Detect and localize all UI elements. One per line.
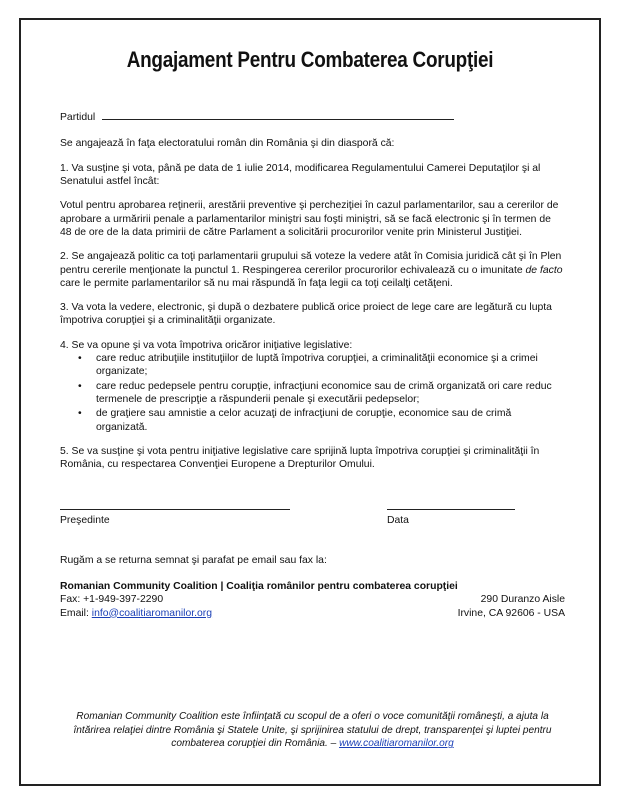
list-item: • care reduc atribuţiile instituţiilor de luptă împotriva corupţiei, a criminalităţii economice şi a crimei organizate;	[78, 352, 565, 379]
intro-text: Se angajează în faţa electoratului român din România şi din diasporă că:	[60, 138, 395, 150]
email-link[interactable]: info@coalitiaromanilor.org	[91, 607, 213, 619]
point-4-list	[78, 352, 565, 434]
date-label: Data	[387, 514, 409, 526]
contact-row-2	[60, 607, 565, 620]
point-1: 1. Va susţine şi vota, până pe data de 1 iulie 2014, modificarea Regulamentului Camerei Deputaţilor şi al Senatului astfel încât:	[60, 162, 541, 187]
point-1-detail: Votul pentru aprobarea reţinerii, arestării preventive şi percheziţiei în cazul parlamentarilor, sau a cererilor de aprobare a urmăririi penale a parlamentarilor miniştri sau foşti miniştri, să se facă electronic şi în termen de 48 de ore de la data primirii de către Parlament a solicitării procurorilor venite prin Ministerul Justiţiei.	[60, 200, 559, 238]
president-signature-line	[60, 502, 290, 510]
return-note: Rugăm a se returna semnat şi parafat pe email sau fax la:	[60, 554, 327, 566]
address-street: 290 Duranzo Aisle	[480, 594, 565, 606]
party-blank-line	[102, 110, 454, 120]
contact-row-1	[60, 593, 565, 606]
email-label: Email:	[60, 607, 92, 619]
point-2	[60, 250, 565, 290]
party-label: Partidul	[60, 112, 96, 123]
point-2-part-a: 2. Se angajează politic ca toţi parlamentarii grupului să voteze la vedere atât în Comisia juridică cât şi în Plen pentru cererile menţionate la punctul 1. Respingerea cererilor procurorilor echivalează cu o imunitate	[60, 251, 562, 276]
president-label: Preşedinte	[60, 514, 110, 526]
address-city: Irvine, CA 92606 - USA	[457, 607, 565, 619]
point-2-part-b: care le permite parlamentarilor să nu mai răspundă în faţa legii ca toţi ceilalţi cetăţeni.	[60, 277, 453, 289]
point-2-emphasis: de facto	[525, 264, 563, 276]
list-item: • de graţiere sau amnistie a celor acuzaţi de infracţiuni de corupţie, economice sau de crimă organizată.	[78, 407, 565, 434]
signature-area	[60, 502, 565, 542]
document-body	[60, 110, 565, 620]
president-signature	[60, 502, 290, 527]
footer-text: Romanian Community Coalition este înfiinţată cu scopul de a oferi o voce comunităţii româneşti, a ajuta la întărirea relaţiei dintre România şi Statele Unite, şi sprijinirea statului de drept, transparenţei şi luptei pentru combaterea corupţiei din România. –	[73, 711, 552, 750]
page-title: Angajament Pentru Combaterea Corupţiei	[126, 47, 494, 72]
party-line	[60, 110, 565, 124]
point-5: 5. Se va susţine şi vota pentru iniţiative legislative care sprijină lupta împotriva corupţiei şi criminalităţii în România, cu respectarea Convenţiei Europene a Drepturilor Omului.	[60, 445, 540, 471]
email-line	[60, 607, 212, 620]
point-3: 3. Va vota la vedere, electronic, şi după o dezbatere publică orice proiect de lege care are legătură cu lupta împotriva corupţiei şi a criminalităţii organizate.	[60, 302, 552, 327]
organization-name: Romanian Community Coalition | Coaliţia românilor pentru combaterea corupţiei	[60, 580, 458, 592]
point-4: 4. Se va opune şi va vota împotriva oricăror iniţiative legislative:	[60, 339, 353, 351]
footer-note	[60, 710, 565, 751]
footer-website-link[interactable]: www.coalitiaromanilor.org	[339, 738, 454, 750]
list-item: • care reduc pedepsele pentru corupţie, infracţiuni economice sau de crimă organizată ori care reduc termenele de prescripţie a răspunderii penale şi executării pedepselor;	[78, 380, 565, 407]
date-signature-line	[387, 502, 515, 510]
fax-number: Fax: +1-949-397-2290	[60, 594, 164, 606]
date-signature	[387, 502, 515, 527]
